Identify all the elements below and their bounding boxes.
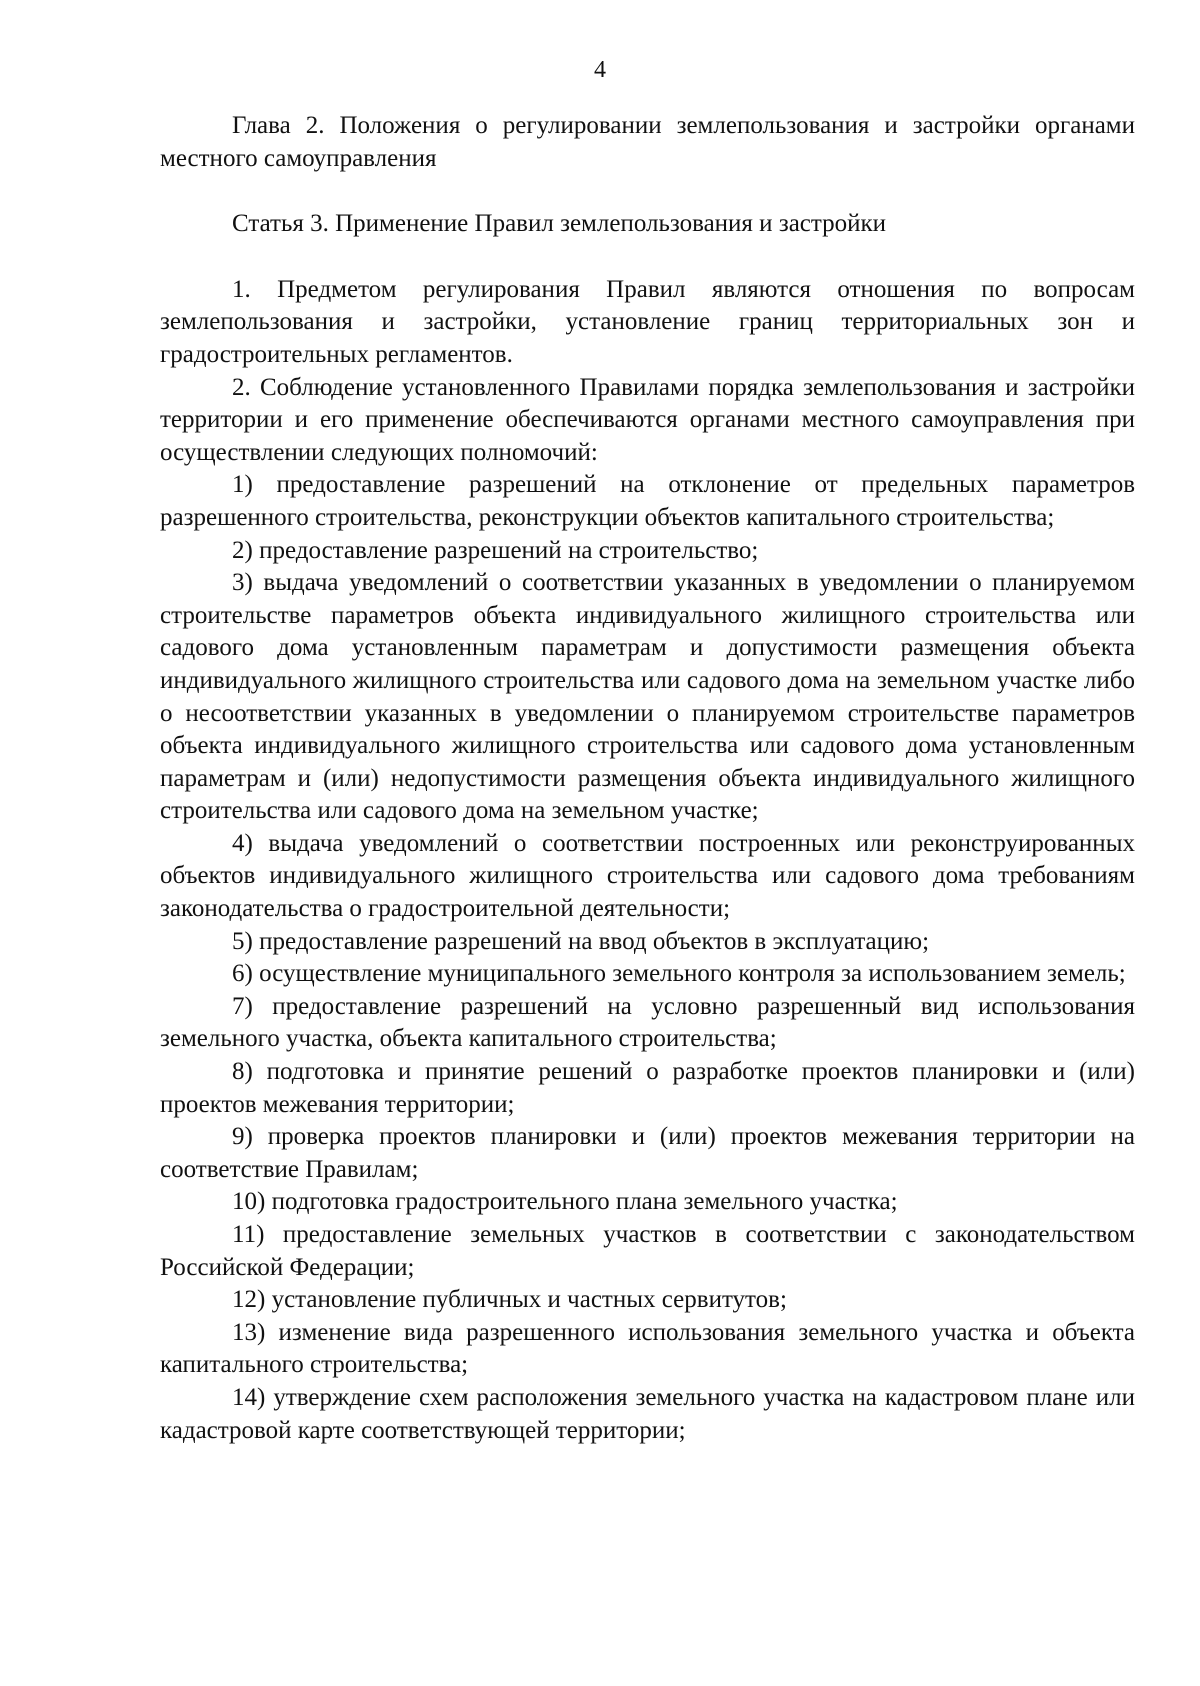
paragraph-2: 2. Соблюдение установленного Правилами порядка землепользования и застройки территории и его применение обеспечиваются органами местного самоуправления при осуществлении следующих полномочий: [160,373,1135,466]
document-body [160,110,1135,1447]
list-item-14: 14) утверждение схем расположения земельного участка на кадастровом плане или кадастровой карте соответствующей территории; [160,1383,1135,1444]
chapter-heading: Глава 2. Положения о регулировании землепользования и застройки органами местного самоуправления [160,112,1135,172]
list-item-1: 1) предоставление разрешений на отклонение от предельных параметров разрешенного строительства, реконструкции объектов капитального строительства; [160,471,1135,531]
list-item-6: 6) осуществление муниципального земельного контроля за использованием земель; [232,960,1126,988]
list-item-8: 8) подготовка и принятие решений о разработке проектов планировки и (или) проектов межевания территории; [160,1058,1135,1118]
list-item-7: 7) предоставление разрешений на условно разрешенный вид использования земельного участка, объекта капитального строительства; [160,992,1135,1053]
article-heading: Статья 3. Применение Правил землепользования и застройки [232,210,887,238]
list-item-3: 3) выдача уведомлений о соответствии указанных в уведомлении о планируемом строительстве параметров объекта индивидуального жилищного строительства или садового дома установленным параметрам и допустимости размещения объекта индивидуального жилищного строительства или садового дома на земельном участке либо о несоответствии указанных в уведомлении о планируемом строительстве параметров объекта индивидуального жилищного строительства или садового дома установленным параметрам и (или) недопустимости размещения объекта индивидуального жилищного строительства или садового дома на земельном участке; [160,569,1135,825]
list-item-10: 10) подготовка градостроительного плана земельного участка; [232,1188,898,1216]
list-item-13: 13) изменение вида разрешенного использования земельного участка и объекта капитального строительства; [160,1318,1135,1379]
paragraph-1: 1. Предметом регулирования Правил являются отношения по вопросам землепользования и застройки, установление границ территориальных зон и градостроительных регламентов. [160,275,1135,368]
list-item-12: 12) установление публичных и частных сервитутов; [232,1286,787,1314]
list-item-11: 11) предоставление земельных участков в соответствии с законодательством Российской Федерации; [160,1221,1135,1281]
page-number: 4 [594,57,606,83]
list-item-5: 5) предоставление разрешений на ввод объектов в эксплуатацию; [232,927,930,955]
list-item-2: 2) предоставление разрешений на строительство; [232,536,759,564]
list-item-9: 9) проверка проектов планировки и (или) проектов межевания территории на соответствие Правилам; [160,1123,1135,1183]
list-item-4: 4) выдача уведомлений о соответствии построенных или реконструированных объектов индивидуального жилищного строительства или садового дома требованиям законодательства о градостроительной деятельности; [160,829,1135,923]
